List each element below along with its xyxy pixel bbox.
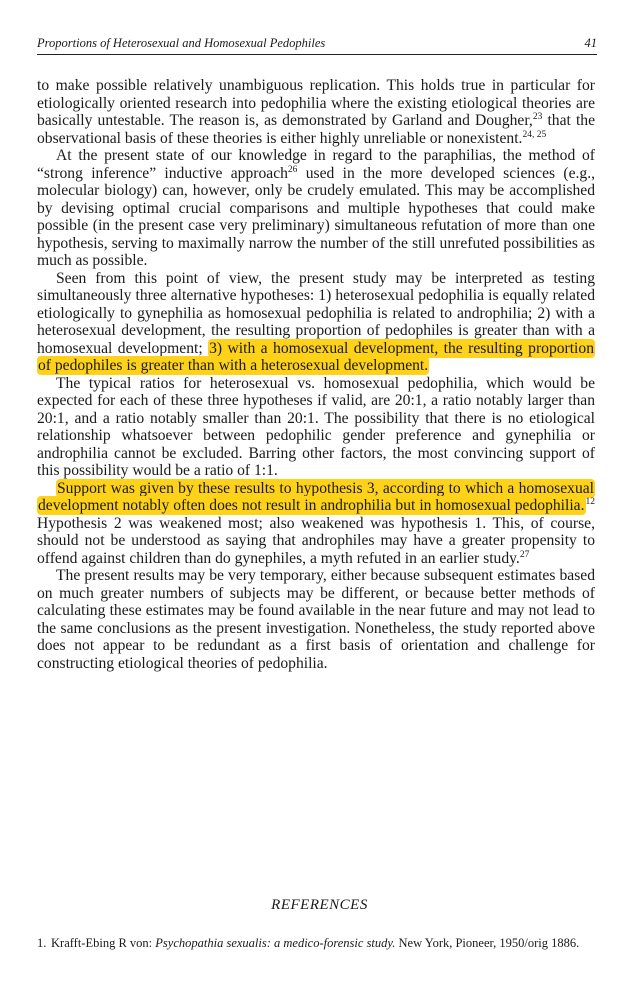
paragraph-text: Seen from this point of view, the present study may be interpreted as testing simultaneously three alternative hypotheses: 1) heterosexual pedophilia is equally related etiologically to gynephilia as homosexual pedophilia is related to androphilia; 2) with a heterosexual development, the resulting proportion of pedophiles is greater than with a homosexual development; xyxy=(37,269,595,357)
paragraph-text: At the present state of our knowledge in regard to the paraphilias, the method of “strong inference” inductive approach xyxy=(37,147,595,182)
paragraph-text: The typical ratios for heterosexual vs. homosexual pedophilia, which would be expected for each of these three hypotheses if valid, are 20:1, a ratio notably larger than 20:1, and a ratio notably smaller than 20:1. The possibility that there is no etiological relationship whatsoever between pedophilic gender preference and gynephilia or androphilia cannot be excluded. Barring other factors, the most convincing support of this possibility would be a ratio of 1:1. xyxy=(37,374,595,479)
reference-publisher: New York, Pioneer, 1950/orig 1886. xyxy=(395,936,580,950)
running-header xyxy=(37,34,597,55)
citation-superscript: 26 xyxy=(287,164,298,175)
citation-superscript: 23 xyxy=(532,112,543,122)
paragraph-3 xyxy=(37,270,595,375)
highlighted-text: Support was given by these results to hypothesis 3, according to which a homosexual development notably often does not result in androphilia but in homosexual pedophilia. xyxy=(38,479,594,514)
citation-superscript: 12 xyxy=(585,497,595,507)
paragraph-text: to make possible relatively unambiguous replication. This holds true in particular for etiologically oriented research into pedophilia where the existing etiological theories are basically untestable. The reason is, as demonstrated by Garland and Dougher, xyxy=(37,77,595,129)
page-number: 41 xyxy=(584,36,597,50)
highlighted-text: 3) with a homosexual development, the resulting proportion of pedophiles is greater than with a heterosexual development. xyxy=(38,339,594,374)
paragraph-4 xyxy=(37,375,595,480)
article-body xyxy=(37,77,595,672)
paragraph-text: used in the more developed sciences (e.g., molecular biology) can, however, only be crudely emulated. This may be accomplished by devising optimal crucial comparisons and multiple hypotheses that could make possible (in the present case very preliminary) simultaneous refutation of more than one hypothesis, serving to maximally narrow the number of the still unrefuted possibilities as much as possible. xyxy=(37,164,595,269)
reference-text xyxy=(51,935,597,951)
citation-superscript: 24, 25 xyxy=(522,129,547,140)
reference-number: 1. xyxy=(37,936,47,950)
reference-author: Krafft-Ebing R von: xyxy=(51,936,156,950)
paragraph-6 xyxy=(37,567,595,672)
reference-title: Psychopathia sexualis: a medico-forensic study. xyxy=(155,936,396,950)
paragraph-5 xyxy=(37,480,595,568)
paragraph-text: that the observational basis of these theories is either highly unreliable or nonexistent. xyxy=(37,112,595,147)
paragraph-text: Hypothesis 2 was weakened most; also weakened was hypothesis 1. This, of course, should not be understood as saying that androphiles may have a greater propensity to offend against children than do gynephiles, a myth refuted in an earlier study. xyxy=(37,514,595,567)
paragraph-text: The present results may be very temporary, either because subsequent estimates based on much greater numbers of subjects may be different, or because better methods of calculating these estimates may be found available in the near future and may not lead to the same conclusions as the present investigation. Nonetheless, the study reported above does not appear to be redundant as a first basis of orientation and challenge for constructing etiological theories of pedophilia. xyxy=(37,567,595,672)
references-heading: REFERENCES xyxy=(271,897,368,913)
paragraph-1 xyxy=(37,77,595,147)
citation-superscript: 27 xyxy=(519,549,530,560)
paragraph-2 xyxy=(37,147,595,270)
running-title: Proportions of Heterosexual and Homosexual Pedophiles xyxy=(37,36,326,50)
